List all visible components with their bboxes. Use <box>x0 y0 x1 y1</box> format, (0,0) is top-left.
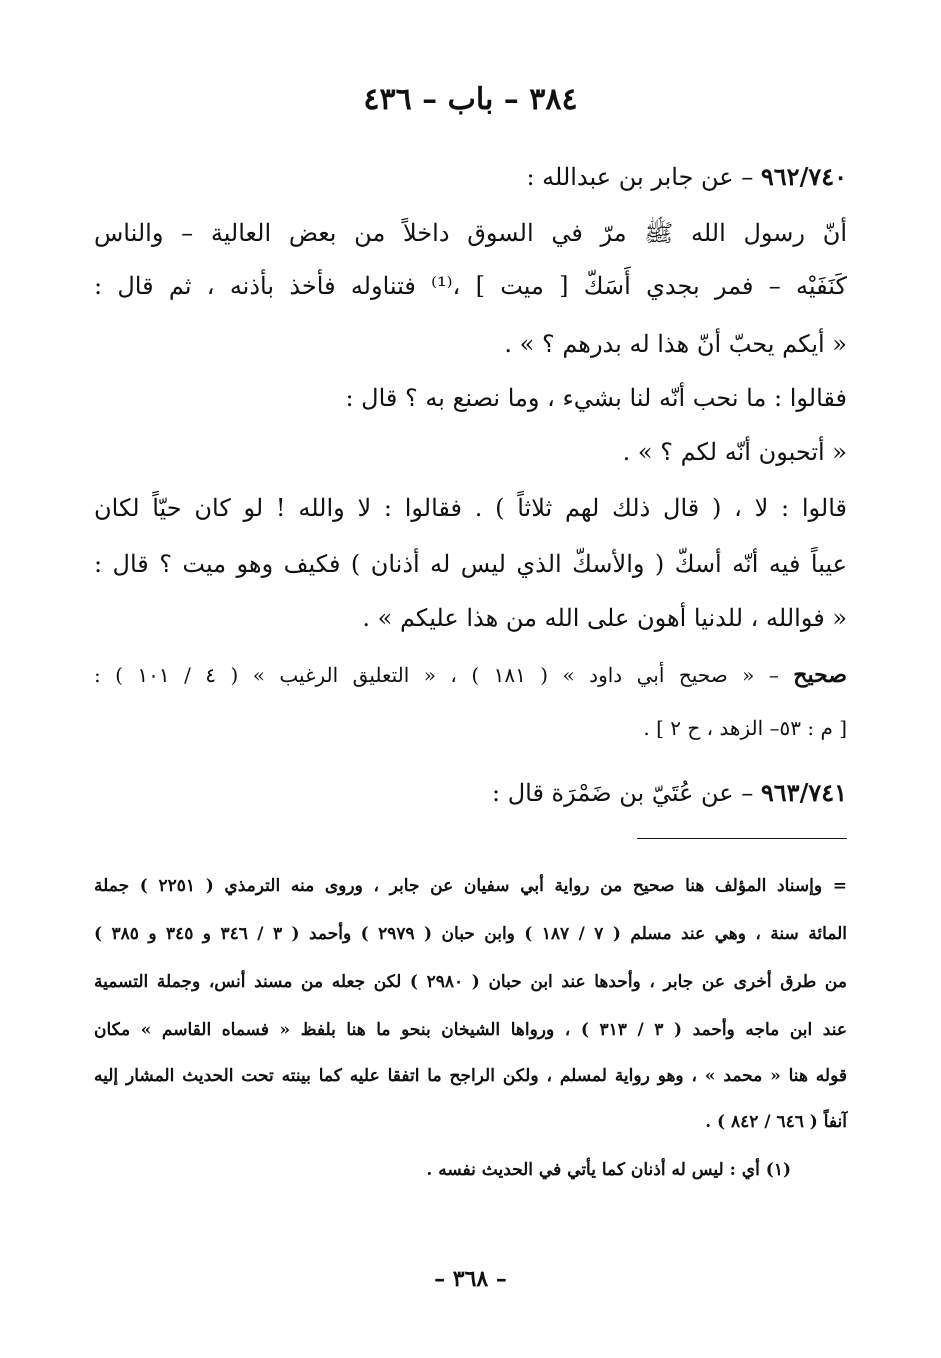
hadith-header <box>492 778 847 807</box>
page-number: – ٣٦٨ – <box>434 1266 507 1292</box>
hadith-line: قالوا : لا ، ( قال ذلك لهم ثلاثاً ) . فقالوا : لا والله ! لو كان حيّاً لكان <box>94 494 847 522</box>
hadith-line: كَنَفَيْه – فمر بجدي أَسَكّ [ ميت ] ،⁽¹⁾ فتناوله فأخذ بأذنه ، ثم قال : <box>94 272 847 300</box>
hadith-line: فقالوا : ما نحب أنّه لنا بشيء ، وما نصنع به ؟ قال : <box>345 384 847 412</box>
hadith-line: عيباً فيه أنّه أسكّ ( والأسكّ الذي ليس له أذنان ) فكيف وهو ميت ؟ قال : <box>94 550 847 578</box>
hadith-intro: – عن جابر بن عبدالله : <box>526 163 754 191</box>
source-reference-muslim: [ م : ٥٣– الزهد ، ح ٢ ] . <box>643 716 847 740</box>
footnote-line: = وإسناد المؤلف هنا صحيح من رواية أبي سفيان عن جابر ، وروى منه الترمذي ( ٢٢٥١ ) جملة <box>94 876 847 896</box>
hadith-number: ٩٦٢/٧٤٠ <box>760 162 847 191</box>
footnote-line: المائة سنة ، وهي عند مسلم ( ٧ / ١٨٧ ) وابن حبان ( ٢٩٧٩ ) وأحمد ( ٣ / ٣٤٦ و ٣٤٥ و ٣٨٥ ) <box>94 924 847 944</box>
footnote-line: آنفاً ( ٦٤٦ / ٨٤٢ ) . <box>705 1112 847 1132</box>
footnote-separator <box>637 838 847 839</box>
footnote-line: قوله هنا « محمد » ، وهو رواية لمسلم ، ولكن الراجح ما اتفقا عليه كما بينته تحت الحديث المشار إليه <box>94 1066 847 1086</box>
hadith-header <box>526 162 847 191</box>
footnote-1: (١) أي : ليس له أذنان كما يأتي في الحديث نفسه . <box>426 1160 791 1180</box>
hadith-line: « أتحبون أنّه لكم ؟ » . <box>622 438 847 466</box>
hadith-line: « أيكم يحبّ أنّ هذا له بدرهم ؟ » . <box>504 330 847 358</box>
hadith-grade: صحيح <box>793 662 848 688</box>
chapter-title: ٣٨٤ – باب – ٤٣٦ <box>363 82 578 117</box>
hadith-line: « فوالله ، للدنيا أهون على الله من هذا عليكم » . <box>362 604 847 632</box>
source-citation: – « صحيح أبي داود » ( ١٨١ ) ، « التعليق الرغيب » ( ٤ / ١٠١ ) : <box>94 663 779 687</box>
hadith-line: أنّ رسول الله ﷺ مرّ في السوق داخلاً من بعض العالية – والناس <box>94 219 847 247</box>
hadith-intro: – عن عُتَيّ بن ضَمْرَة قال : <box>491 779 754 807</box>
footnote-line: عند ابن ماجه وأحمد ( ٣ / ٣١٣ ) ، ورواها الشيخان بنحو ما هنا بلفظ « فسماه القاسم » مكان <box>94 1020 847 1040</box>
footnote-line: من طرق أخرى عن جابر ، وأحدها عند ابن حبان ( ٢٩٨٠ ) لكن جعله من مسند أنس، وجملة التسمية <box>94 972 847 992</box>
hadith-number: ٩٦٣/٧٤١ <box>760 778 847 807</box>
source-reference <box>94 662 847 688</box>
